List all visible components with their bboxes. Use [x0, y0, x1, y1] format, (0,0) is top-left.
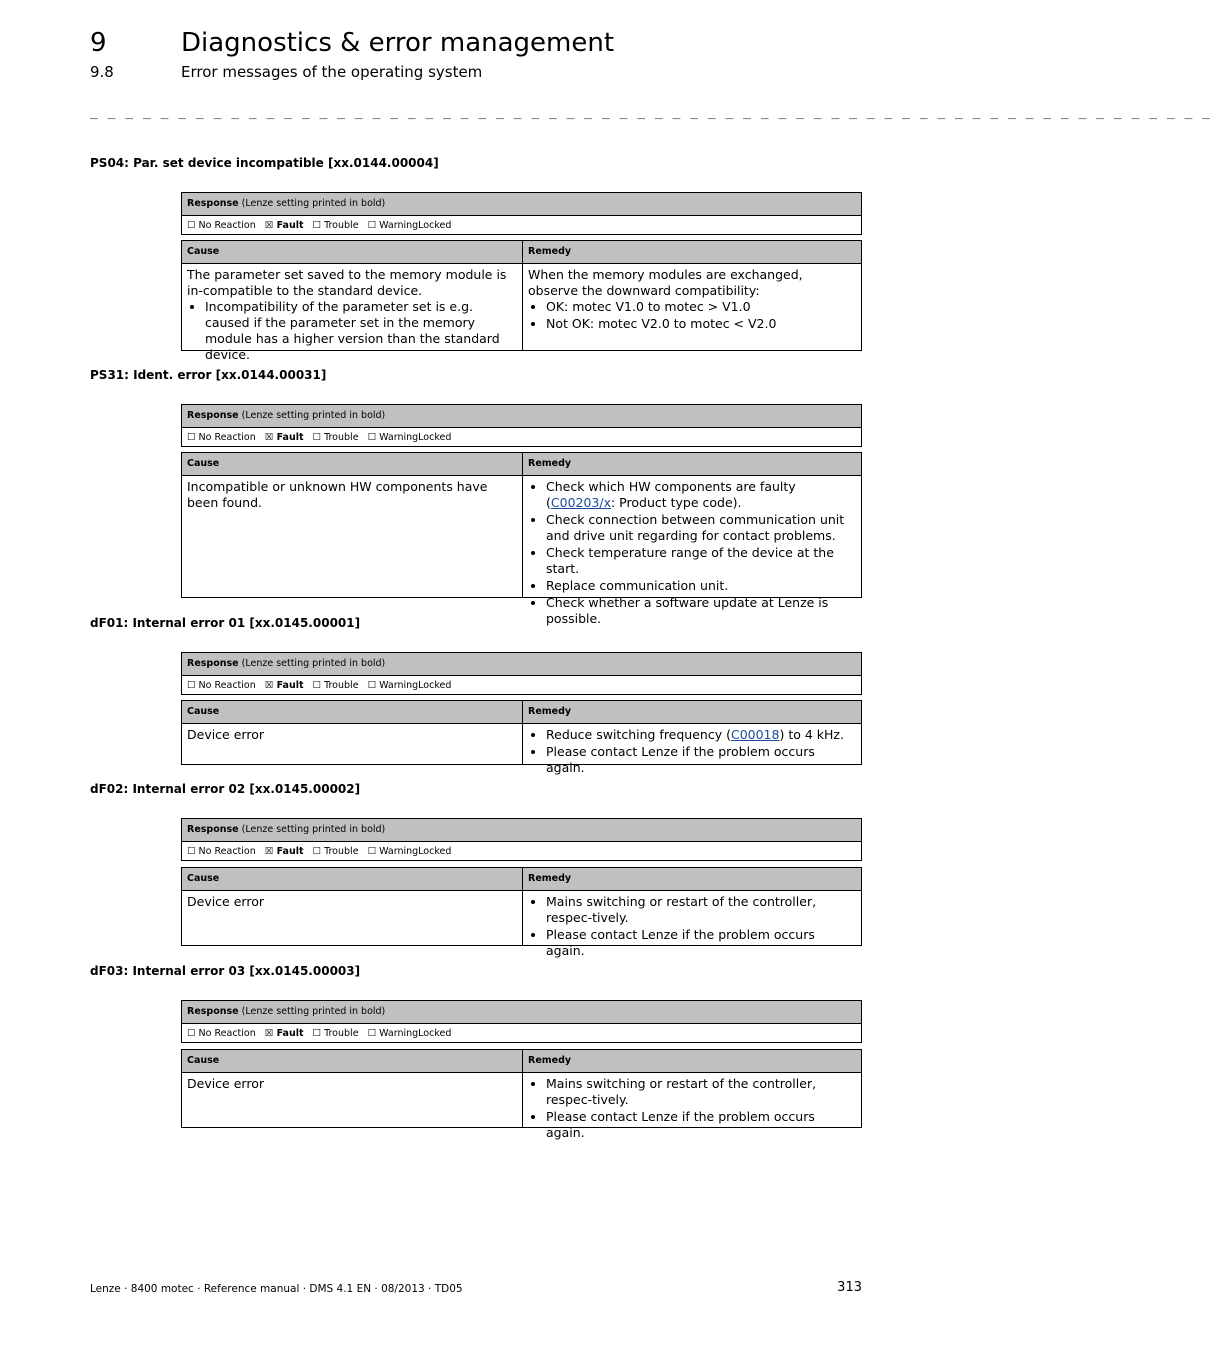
remedy-item: • OK: motec V1.0 to motec > V1.0: [546, 299, 856, 315]
option-no-reaction: ☐ No Reaction: [187, 846, 256, 857]
section-heading-df02: dF02: Internal error 02 [xx.0145.00002]: [90, 782, 361, 796]
option-fault: ☒ Fault: [264, 680, 304, 691]
cause-item: • Incompatibility of the parameter set is e.g. caused if the parameter set in the memory module has a higher version than the standard device.: [205, 299, 517, 363]
section-heading-df01: dF01: Internal error 01 [xx.0145.00001]: [90, 616, 361, 630]
table-row: [182, 1072, 861, 1140]
page-number: 313: [837, 1280, 862, 1295]
cause-cell: [182, 264, 523, 362]
response-options: [182, 675, 861, 694]
remedy-item-text: Check which HW components are faulty (: [546, 479, 796, 510]
response-note: (Lenze setting printed in bold): [241, 824, 386, 835]
cause-cell: [182, 724, 523, 764]
response-options: [182, 1023, 861, 1042]
remedy-cell: [523, 264, 861, 350]
remedy-item: • Check connection between communication unit and drive unit regarding for contact problems.: [546, 512, 856, 544]
remedy-item: • Please contact Lenze if the problem occurs again.: [546, 1109, 856, 1141]
section-heading-ps04: PS04: Par. set device incompatible [xx.0144.00004]: [90, 156, 439, 170]
remedy-item-text: ) to 4 kHz.: [779, 727, 844, 742]
cause-remedy-table-ps04: [181, 240, 862, 362]
remedy-list: [528, 727, 856, 776]
cause-header: Cause: [182, 701, 523, 723]
option-trouble: ☐ Trouble: [312, 220, 359, 231]
remedy-item: • Mains switching or restart of the controller, respec-tively.: [546, 894, 856, 926]
cause-text: Incompatible or unknown HW components have been found.: [187, 479, 488, 510]
cause-list: [187, 299, 517, 363]
remedy-cell: [523, 476, 861, 626]
cause-text: Device error: [187, 894, 264, 909]
remedy-header: Remedy: [528, 706, 572, 717]
header-rule: _ _ _ _ _ _ _ _ _ _ _ _ _ _ _ _ _ _ _ _ _ _ _ _ _ _ _ _ _ _ _ _ _ _ _ _ _ _ _ _ _ _ _ _ _ _ _ _ _ _ _ _ _ _ _ _ _ _ _ _ _ _ _ _: [90, 105, 1211, 120]
section-title: Error messages of the operating system: [181, 63, 483, 81]
cause-remedy-table-df02: [181, 867, 862, 958]
cause-text: Device error: [187, 727, 264, 742]
response-options: [182, 215, 861, 234]
remedy-item: • Mains switching or restart of the controller, respec-tively.: [546, 1076, 856, 1108]
response-note: (Lenze setting printed in bold): [241, 198, 386, 209]
response-options: [182, 841, 861, 860]
table-row: [182, 475, 861, 626]
remedy-cell: [523, 891, 861, 958]
remedy-item-text: Reduce switching frequency (: [546, 727, 731, 742]
option-trouble: ☐ Trouble: [312, 846, 359, 857]
remedy-item: • Check temperature range of the device at the start.: [546, 545, 856, 577]
remedy-header: Remedy: [528, 1055, 572, 1066]
option-fault: ☒ Fault: [264, 432, 304, 443]
option-warninglocked: ☐ WarningLocked: [367, 680, 452, 691]
response-header: [182, 653, 861, 675]
response-label: Response: [187, 410, 239, 421]
table-row: [182, 723, 861, 775]
option-warninglocked: ☐ WarningLocked: [367, 220, 452, 231]
cause-header: Cause: [182, 453, 523, 475]
section-number: 9.8: [90, 63, 114, 81]
response-table-df01: [181, 652, 862, 695]
remedy-item: • Please contact Lenze if the problem occurs again.: [546, 927, 856, 959]
cause-text: The parameter set saved to the memory module is in-compatible to the standard device.: [187, 267, 507, 298]
remedy-cell: [523, 724, 861, 775]
cause-remedy-table-ps31: [181, 452, 862, 626]
option-warninglocked: ☐ WarningLocked: [367, 1028, 452, 1039]
option-no-reaction: ☐ No Reaction: [187, 1028, 256, 1039]
option-fault: ☒ Fault: [264, 220, 304, 231]
table-header-row: [182, 241, 861, 263]
response-note: (Lenze setting printed in bold): [241, 1006, 386, 1017]
response-header: [182, 819, 861, 841]
chapter-title: Diagnostics & error management: [181, 28, 615, 58]
remedy-header: Remedy: [528, 873, 572, 884]
cause-cell: [182, 1073, 523, 1127]
remedy-cell: [523, 1073, 861, 1140]
response-table-df03: [181, 1000, 862, 1043]
option-no-reaction: ☐ No Reaction: [187, 432, 256, 443]
cause-header: Cause: [182, 1050, 523, 1072]
remedy-header: Remedy: [528, 246, 572, 257]
remedy-header: Remedy: [528, 458, 572, 469]
cause-header: Cause: [182, 241, 523, 263]
remedy-item: • Not OK: motec V2.0 to motec < V2.0: [546, 316, 856, 332]
response-note: (Lenze setting printed in bold): [241, 410, 386, 421]
table-header-row: [182, 701, 861, 723]
response-table-ps31: [181, 404, 862, 447]
option-trouble: ☐ Trouble: [312, 432, 359, 443]
option-no-reaction: ☐ No Reaction: [187, 220, 256, 231]
option-fault: ☒ Fault: [264, 846, 304, 857]
footer-document-info: Lenze · 8400 motec · Reference manual · DMS 4.1 EN · 08/2013 · TD05: [90, 1283, 463, 1295]
option-trouble: ☐ Trouble: [312, 1028, 359, 1039]
cause-text: Device error: [187, 1076, 264, 1091]
response-label: Response: [187, 824, 239, 835]
response-table-ps04: [181, 192, 862, 235]
table-header-row: [182, 453, 861, 475]
table-header-row: [182, 1050, 861, 1072]
parameter-link[interactable]: C00018: [730, 727, 780, 742]
remedy-item: [546, 479, 856, 511]
response-label: Response: [187, 658, 239, 669]
response-label: Response: [187, 198, 239, 209]
cause-remedy-table-df01: [181, 700, 862, 775]
response-note: (Lenze setting printed in bold): [241, 658, 386, 669]
section-heading-ps31: PS31: Ident. error [xx.0144.00031]: [90, 368, 327, 382]
option-no-reaction: ☐ No Reaction: [187, 680, 256, 691]
remedy-item: • Replace communication unit.: [546, 578, 856, 594]
remedy-item-text: : Product type code).: [611, 495, 742, 510]
remedy-item: • Check whether a software update at Lenze is possible.: [546, 595, 856, 627]
table-row: [182, 890, 861, 958]
option-warninglocked: ☐ WarningLocked: [367, 432, 452, 443]
response-label: Response: [187, 1006, 239, 1017]
cause-cell: [182, 476, 523, 597]
response-table-df02: [181, 818, 862, 861]
response-header: [182, 405, 861, 427]
table-row: [182, 263, 861, 362]
cause-cell: [182, 891, 523, 945]
table-header-row: [182, 868, 861, 890]
remedy-list: [528, 1076, 856, 1141]
option-trouble: ☐ Trouble: [312, 680, 359, 691]
remedy-list: [528, 894, 856, 959]
response-options: [182, 427, 861, 446]
remedy-text: When the memory modules are exchanged, observe the downward compatibility:: [528, 267, 803, 298]
chapter-number: 9: [90, 28, 107, 58]
option-fault: ☒ Fault: [264, 1028, 304, 1039]
response-header: [182, 1001, 861, 1023]
response-header: [182, 193, 861, 215]
remedy-item: [546, 727, 856, 743]
remedy-item: • Please contact Lenze if the problem occurs again.: [546, 744, 856, 776]
option-warninglocked: ☐ WarningLocked: [367, 846, 452, 857]
cause-header: Cause: [182, 868, 523, 890]
remedy-list: [528, 299, 856, 332]
cause-remedy-table-df03: [181, 1049, 862, 1140]
section-heading-df03: dF03: Internal error 03 [xx.0145.00003]: [90, 964, 361, 978]
parameter-link[interactable]: C00203/x: [550, 495, 611, 510]
remedy-list: [528, 479, 856, 627]
